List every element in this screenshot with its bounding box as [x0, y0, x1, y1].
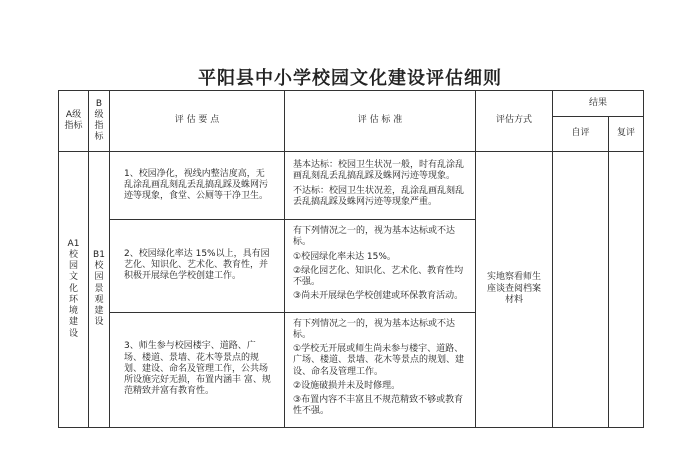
header-self: 自评: [553, 117, 609, 152]
point-cell: 1、校园净化，视线内整洁度高，无乱涂乱画乱刻乱丢乱搞乱踩及蛛网污迹等现象，食堂、公厕等干净卫生。: [110, 152, 285, 220]
b-indicator-cell: B1校园景观建设: [89, 152, 110, 428]
standard-cell: 有下列情况之一的，视为基本达标或不达标。 ①学校无开展或师生尚未参与楼宇、道路、广场、楼道、景墙、花木等景点的规划、建设、命名及管理工作。 ②设施破损并未及时修理。 ③布置内容不丰富且不规范精致不够或教育性不强。: [285, 312, 476, 427]
standard-cell: 基本达标：校园卫生状况一般，时有乱涂乱画乱刻乱丢乱搞乱踩及蛛网污迹等现象。 不达标：校园卫生状况差，乱涂乱画乱刻乱丢乱搞乱踩及蛛网污迹等现象严重。: [285, 152, 476, 220]
header-b-level: B级指标: [89, 91, 110, 152]
header-result: 结果: [553, 91, 644, 117]
method-cell: 实地察看师生座谈查阅档案材料: [476, 152, 553, 428]
evaluation-table: [58, 90, 644, 428]
header-review: 复评: [609, 117, 644, 152]
point-cell: 2、校园绿化率达 15%以上，具有园艺化、知识化、艺术化、教育性，并积极开展绿色学校创建工作。: [110, 220, 285, 313]
header-a-level: A级指标: [59, 91, 89, 152]
header-row-1: [59, 91, 644, 117]
self-eval-cell: [553, 152, 609, 428]
header-method: 评估方式: [476, 91, 553, 152]
a-indicator-cell: A1校园文化环境建设: [59, 152, 89, 428]
header-points: 评 估 要 点: [110, 91, 285, 152]
review-eval-cell: [609, 152, 644, 428]
standard-cell: 有下列情况之一的，视为基本达标或不达标。 ①校园绿化率未达 15%。 ②绿化园艺化、知识化、艺术化、教育性均不强。 ③尚未开展绿色学校创建或环保教育活动。: [285, 220, 476, 313]
header-standard: 评 估 标 准: [285, 91, 476, 152]
table-row: [59, 152, 644, 220]
page-title: 平阳县中小学校园文化建设评估细则: [198, 68, 502, 89]
point-cell: 3、师生参与校园楼宇、道路、广场、楼道、景墙、花木等景点的规划、建设、命名及管理工作，公共场所设施完好无损，布置内涵丰 富、规范精致并富有教育性。: [110, 312, 285, 427]
